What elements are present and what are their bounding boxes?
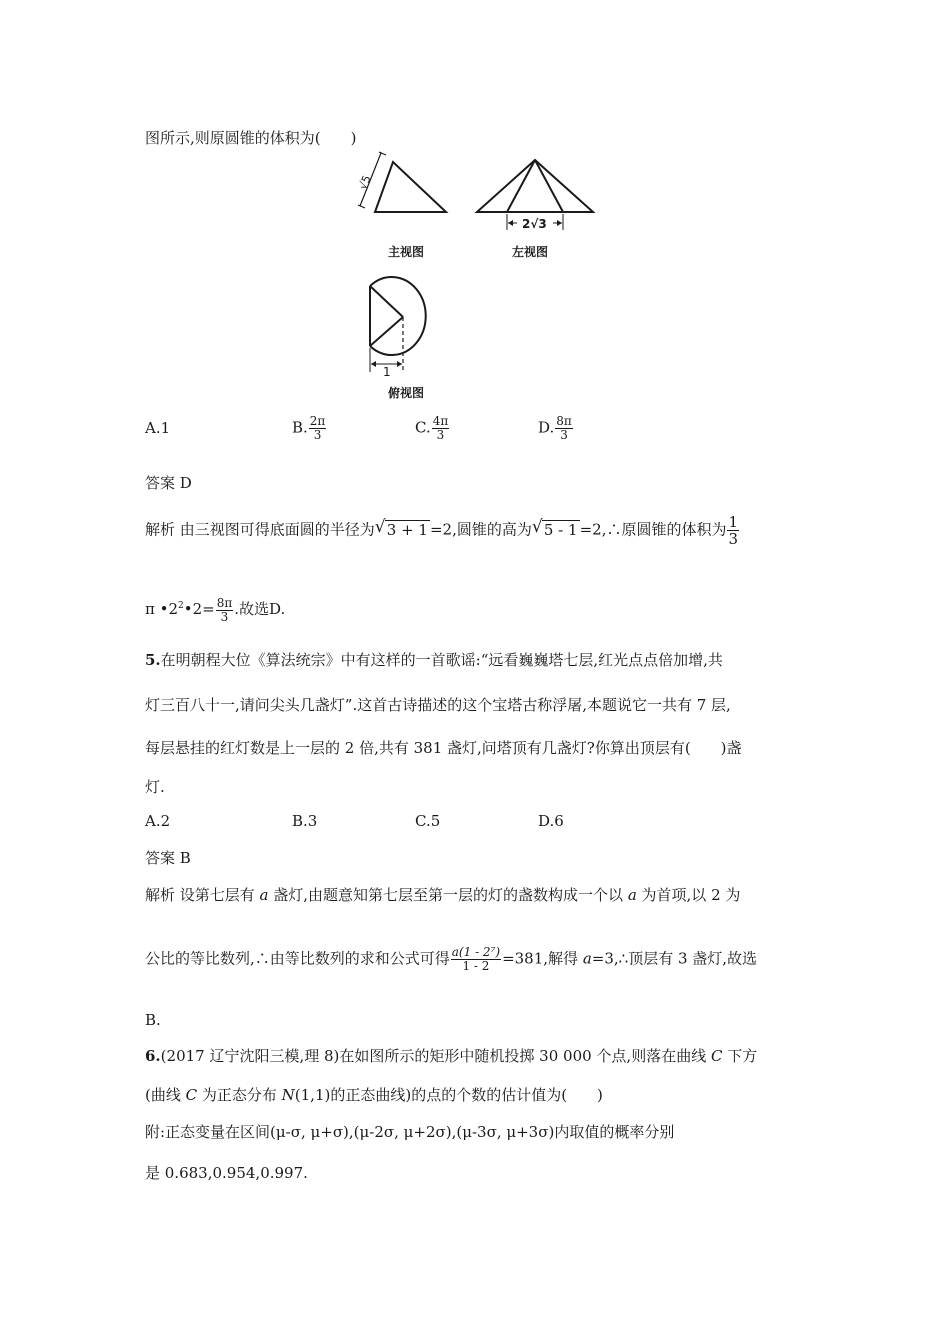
q5-analysis-l1-b: 盏灯,由题意知第七层至第一层的灯的盏数构成一个以 [268, 886, 628, 904]
q5-option-c: C.5 [415, 812, 441, 830]
q5-analysis-l1-var2: a [627, 886, 637, 904]
q4-analysis-line2-c: .故选D. [234, 600, 286, 618]
top-view-dimension: 1 [383, 365, 391, 379]
q4-analysis-text3: =2,∴原圆锥的体积为 [579, 520, 727, 539]
q4-option-c-prefix: C. [415, 418, 431, 437]
q6-line1-a: (2017 辽宁沈阳三模,理 8)在如图所示的矩形中随机投掷 30 000 个点,则落在曲线 [160, 1047, 711, 1065]
q4-sqrt-radius-value: 3 + 1 [386, 520, 428, 539]
q5-number: 5. [145, 651, 161, 669]
q4-option-c [415, 415, 450, 442]
q5-analysis-line1 [145, 885, 740, 905]
q5-analysis-line3: B. [145, 1011, 161, 1029]
q6-line2-b: 为正态分布 [197, 1086, 282, 1104]
q5-analysis-line2 [145, 946, 757, 973]
q4-analysis-line2 [145, 596, 285, 624]
q4-option-c-den: 3 [436, 428, 445, 442]
q6-line1-b: 下方 [722, 1047, 758, 1065]
q6-line3: 附:正态变量在区间(μ-σ, μ+σ),(μ-2σ, μ+2σ),(μ-3σ, μ+3σ)内取值的概率分别 [145, 1123, 675, 1141]
q6-line2 [145, 1085, 603, 1105]
q4-option-d-fraction [555, 415, 573, 442]
q5-line4: 灯. [145, 778, 165, 796]
q5-option-d: D.6 [538, 812, 564, 830]
q6-line2-var: C [185, 1086, 198, 1104]
q5-analysis-l2-var: a [582, 949, 592, 968]
q4-analysis-frac2-num: 8π [216, 595, 233, 610]
q4-option-d-den: 3 [560, 428, 568, 442]
q4-option-a: A.1 [145, 419, 171, 437]
q5-analysis-l2-a: 公比的等比数列,∴由等比数列的求和公式可得 [145, 949, 450, 968]
q5-analysis-frac-num: a(1 - 2⁷) [451, 945, 501, 959]
q5-analysis-l2-c: =3,∴顶层有 3 盏灯,故选 [591, 949, 758, 968]
side-view-dimension: 2√3 [522, 217, 547, 231]
q4-option-b [292, 415, 327, 442]
q4-answer: 答案 D [145, 474, 192, 492]
q4-analysis-line2-a: π •2 [145, 600, 179, 618]
sqrt-symbol: √ [374, 516, 386, 537]
q4-option-b-den: 3 [313, 428, 322, 442]
q4-analysis-text2: =2,圆锥的高为 [429, 520, 532, 539]
q4-analysis-frac2 [216, 597, 234, 624]
front-view-label: 主视图 [388, 245, 425, 259]
side-view-label: 左视图 [512, 245, 549, 259]
q4-option-b-prefix: B. [292, 418, 308, 437]
q5-line1 [145, 650, 723, 670]
sqrt-symbol: √ [531, 516, 543, 537]
q5-analysis-l1-a: 解析 设第七层有 [145, 886, 260, 904]
q5-answer: 答案 B [145, 849, 191, 867]
q6-line1-var: C [710, 1047, 723, 1065]
q4-analysis-line2-b: •2= [183, 600, 215, 618]
q4-analysis-line2-sup: 2 [178, 601, 184, 611]
q5-line2: 灯三百八十一,请问尖头几盏灯”.这首古诗描述的这个宝塔古称浮屠,本题说它一共有 7 层, [145, 696, 731, 714]
q5-line1-text: 在明朝程大位《算法统宗》中有这样的一首歌谣:“远看巍巍塔七层,红光点点倍加增,共 [160, 651, 723, 669]
q6-line2-var2: N [281, 1086, 295, 1104]
q4-option-d-num: 8π [556, 414, 572, 428]
q5-line3: 每层悬挂的红灯数是上一层的 2 倍,共有 381 盏灯,问塔顶有几盏灯?你算出顶层有( )盏 [145, 739, 742, 757]
q4-option-c-num: 4π [432, 414, 449, 428]
q4-sqrt-radius [374, 516, 430, 540]
q5-analysis-l1-c: 为首项,以 2 为 [636, 886, 741, 904]
q4-sqrt-height-value: 5 - 1 [543, 520, 578, 539]
q5-analysis-fraction [451, 946, 501, 973]
q6-line2-a: (曲线 [145, 1086, 186, 1104]
q4-analysis-line1 [145, 514, 740, 547]
q4-analysis-text1: 解析 由三视图可得底面圆的半径为 [145, 520, 375, 539]
q4-analysis-fraction [727, 514, 739, 547]
q5-analysis-frac-den: 1 - 2 [462, 959, 490, 973]
q4-analysis-frac2-den: 3 [220, 609, 229, 624]
q4-sqrt-height [531, 516, 580, 540]
q5-analysis-l2-b: =381,解得 [502, 949, 583, 968]
q5-option-a: A.2 [145, 812, 171, 830]
q6-number: 6. [145, 1047, 161, 1065]
q6-line1 [145, 1046, 757, 1066]
q6-line2-c: (1,1)的正态曲线)的点的个数的估计值为( ) [294, 1086, 603, 1104]
q6-line4: 是 0.683,0.954,0.997. [145, 1164, 308, 1182]
q4-option-d-prefix: D. [538, 418, 555, 437]
q5-analysis-l1-var: a [259, 886, 269, 904]
q4-option-d [538, 415, 574, 442]
q4-analysis-frac-den: 3 [728, 530, 739, 548]
q4-option-c-fraction [432, 415, 450, 442]
front-view-dimension: √5 [356, 173, 374, 192]
q4-intro: 图所示,则原圆锥的体积为( ) [145, 129, 357, 147]
q4-option-b-num: 2π [309, 414, 326, 428]
top-view [370, 277, 426, 372]
q5-option-b: B.3 [292, 812, 318, 830]
top-view-label: 俯视图 [388, 386, 425, 400]
q4-option-b-fraction [309, 415, 327, 442]
q4-analysis-frac-num: 1 [728, 513, 739, 531]
